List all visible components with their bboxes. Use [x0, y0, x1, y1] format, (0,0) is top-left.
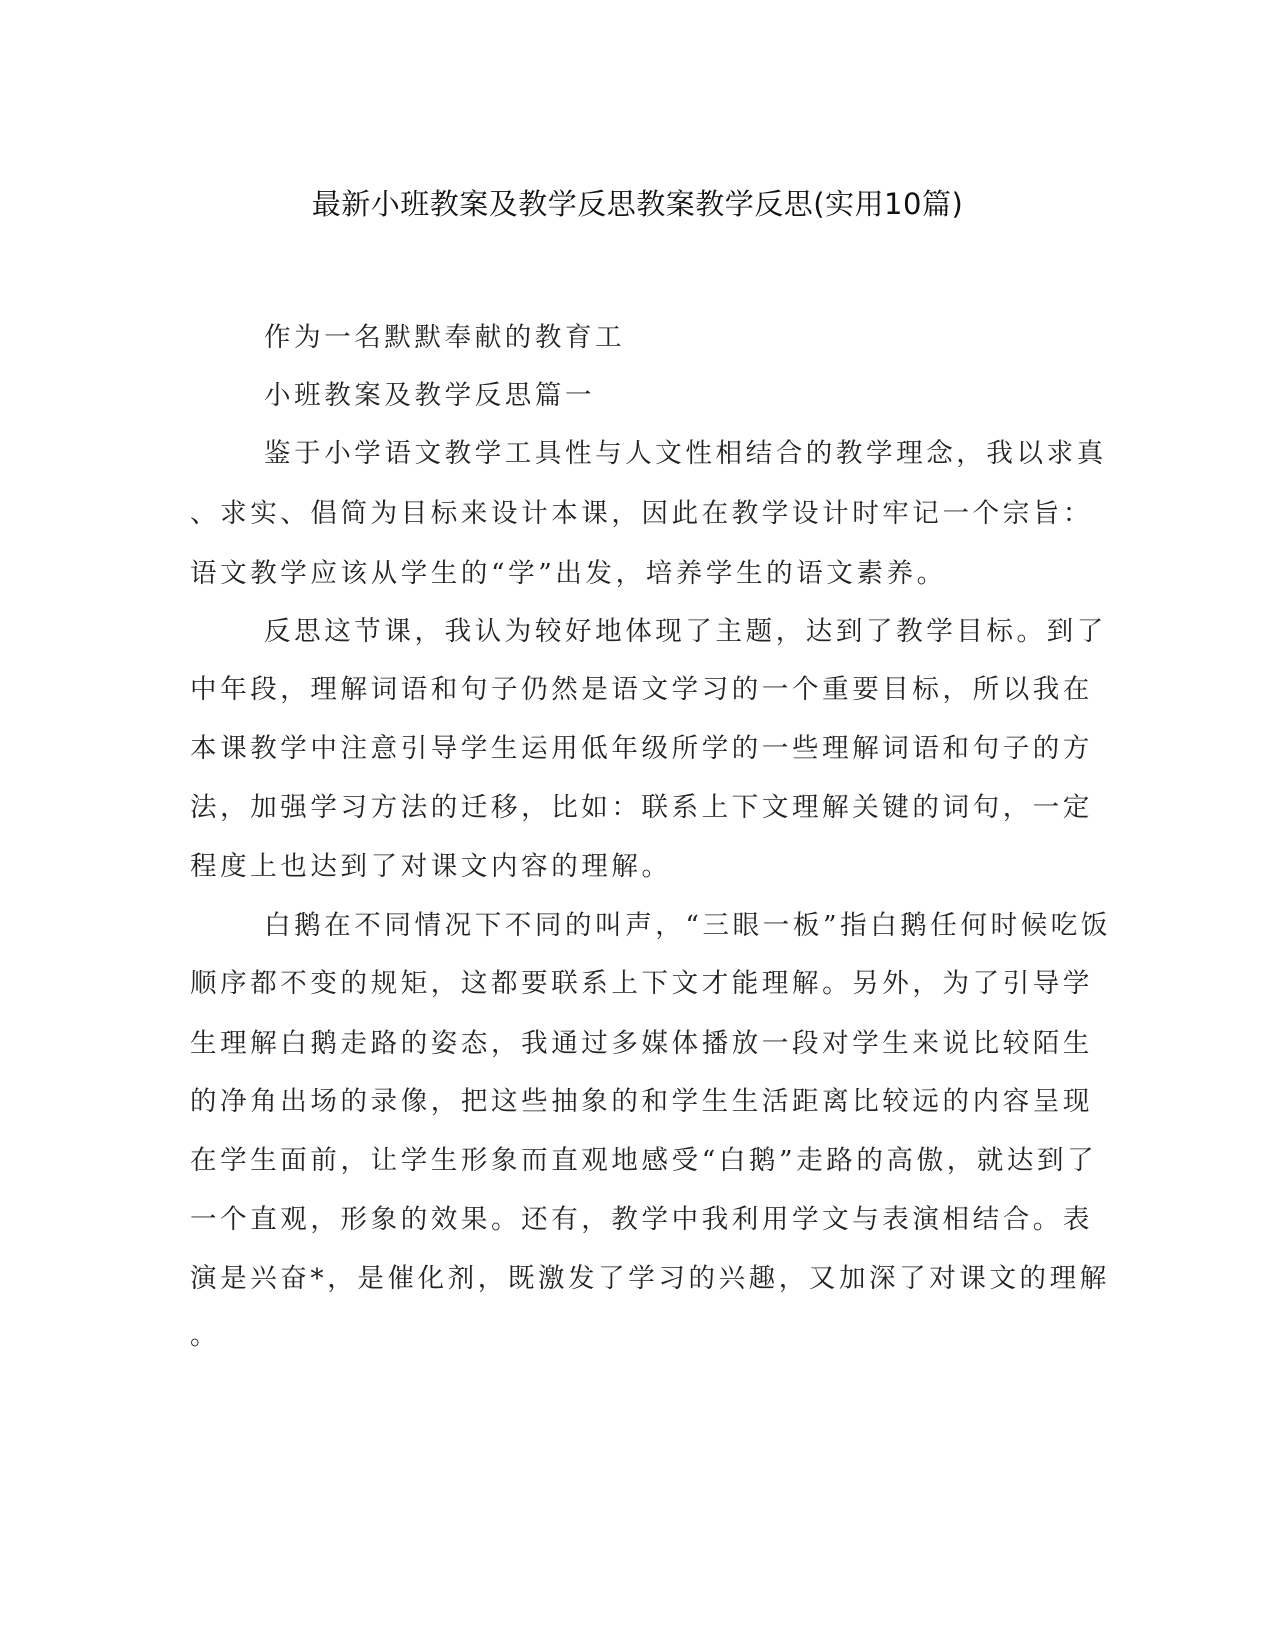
- text-line: 一个直观，形象的效果。还有，教学中我利用学文与表演相结合。表: [190, 1204, 1093, 1235]
- section-heading: 小班教案及教学反思篇一: [264, 380, 596, 411]
- text-line: 在学生面前，让学生形象而直观地感受“白鹅”走路的高傲，就达到了: [190, 1145, 1098, 1176]
- text-line: 白鹅在不同情况下不同的叫声，“三眼一板”指白鹅任何时候吃饭: [264, 910, 1111, 941]
- text-line: 鉴于小学语文教学工具性与人文性相结合的教学理念，我以求真: [264, 438, 1107, 469]
- text-line: 程度上也达到了对课文内容的理解。: [190, 851, 672, 882]
- text-line: 反思这节课，我认为较好地体现了主题，达到了教学目标。到了: [264, 616, 1107, 647]
- text-line: 演是兴奋*，是催化剂，既激发了学习的兴趣，又加深了对课文的理解: [190, 1263, 1110, 1294]
- text-line: 作为一名默默奉献的教育工: [264, 322, 626, 353]
- text-line: 顺序都不变的规矩，这都要联系上下文才能理解。另外，为了引导学: [190, 968, 1093, 999]
- text-line: 中年段，理解词语和句子仍然是语文学习的一个重要目标，所以我在: [190, 674, 1093, 705]
- text-line: 语文教学应该从学生的“学”出发，培养学生的语文素养。: [190, 558, 947, 589]
- text-line: 。: [190, 1320, 221, 1351]
- text-line: 的净角出场的录像，把这些抽象的和学生生活距离比较远的内容呈现: [190, 1086, 1093, 1117]
- text-line: 生理解白鹅走路的姿态，我通过多媒体播放一段对学生来说比较陌生: [190, 1028, 1093, 1059]
- text-line: 、求实、倡简为目标来设计本课，因此在教学设计时牢记一个宗旨：: [190, 498, 1093, 529]
- text-line: 法，加强学习方法的迁移，比如：联系上下文理解关键的词句，一定: [190, 792, 1093, 823]
- document-title: 最新小班教案及教学反思教案教学反思(实用10篇): [311, 187, 964, 221]
- text-line: 本课教学中注意引导学生运用低年级所学的一些理解词语和句子的方: [190, 733, 1093, 764]
